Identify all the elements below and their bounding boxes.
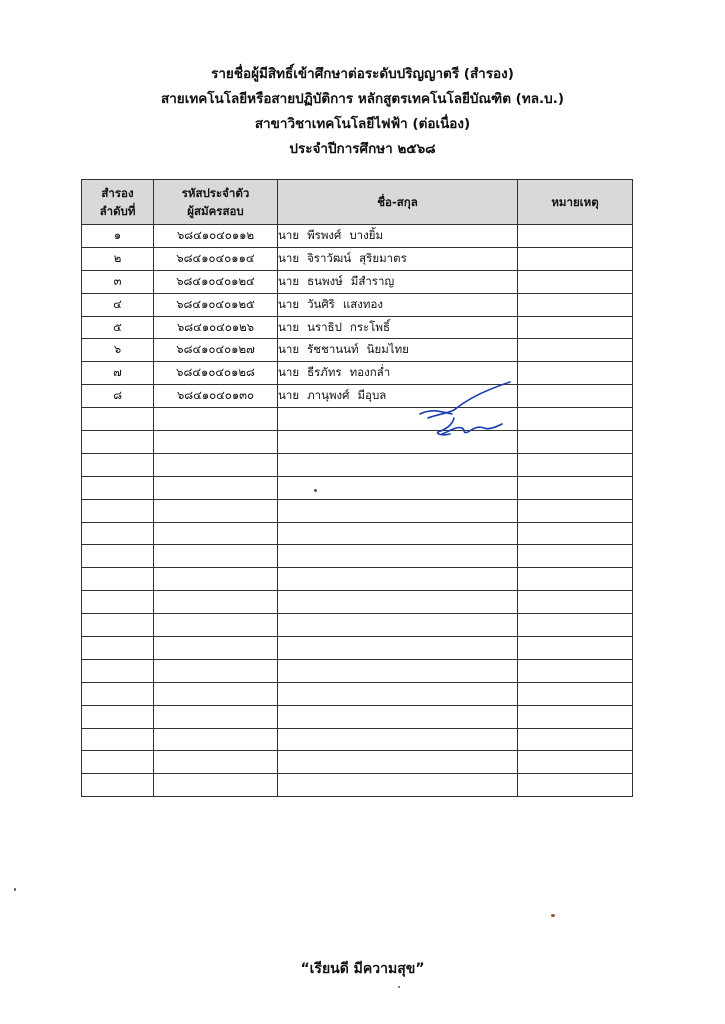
name-first: จิราวัฒน์: [307, 250, 352, 265]
cell-name: [278, 499, 518, 522]
cell-name: [278, 522, 518, 545]
cell-remark: [518, 614, 633, 637]
cell-code: [154, 453, 278, 476]
name-title: นาย: [278, 227, 300, 242]
cell-remark: [518, 247, 633, 270]
cell-code: [154, 637, 278, 660]
empty-table-row: [82, 591, 633, 614]
cell-remark: [518, 293, 633, 316]
empty-table-row: [82, 728, 633, 751]
cell-name: [278, 545, 518, 568]
col-header-remark: หมายเหตุ: [518, 180, 633, 225]
cell-name: [278, 728, 518, 751]
name-title: นาย: [278, 273, 300, 288]
cell-code: [154, 751, 278, 774]
col-header-applicant-id-line2: ผู้สมัครสอบ: [187, 204, 244, 218]
document-header: [0, 62, 725, 162]
cell-name: [278, 682, 518, 705]
cell-seq: [82, 568, 154, 591]
table-row: [82, 247, 633, 270]
cell-seq: [82, 476, 154, 499]
empty-table-row: [82, 774, 633, 797]
header-major: สาขาวิชาเทคโนโลยีไฟฟ้า (ต่อเนื่อง): [254, 116, 471, 132]
table-row: [82, 339, 633, 362]
cell-seq: ๑: [82, 225, 154, 248]
name-last: สุริยมาตร: [359, 250, 407, 265]
empty-table-row: [82, 476, 633, 499]
name-first: วันศิริ: [307, 296, 335, 311]
cell-name: [278, 774, 518, 797]
cell-remark: [518, 705, 633, 728]
cell-name: [278, 225, 518, 248]
cell-code: [154, 682, 278, 705]
empty-table-row: [82, 751, 633, 774]
empty-table-row: [82, 499, 633, 522]
cell-remark: [518, 431, 633, 454]
name-title: นาย: [278, 365, 300, 380]
cell-name: [278, 614, 518, 637]
cell-name: [278, 270, 518, 293]
header-title: รายชื่อผู้มีสิทธิ์เข้าศึกษาต่อระดับปริญญาตรี (สำรอง): [211, 66, 514, 82]
name-last: ทองกล่ำ: [349, 365, 391, 380]
empty-table-row: [82, 705, 633, 728]
cell-seq: ๓: [82, 270, 154, 293]
cell-remark: [518, 270, 633, 293]
cell-seq: [82, 682, 154, 705]
cell-name: [278, 568, 518, 591]
cell-seq: [82, 659, 154, 682]
name-last: บางยิ้ม: [349, 227, 384, 242]
cell-code: ๖๘๔๑๐๔๐๑๒๘: [154, 362, 278, 385]
cell-name: [278, 591, 518, 614]
name-first: ธนพงษ์: [307, 273, 343, 288]
table-row: [82, 316, 633, 339]
cell-code: [154, 614, 278, 637]
name-first: นราธิป: [307, 319, 342, 334]
cell-seq: [82, 499, 154, 522]
table-row: [82, 225, 633, 248]
cell-remark: [518, 453, 633, 476]
empty-table-row: [82, 568, 633, 591]
cell-seq: [82, 431, 154, 454]
cell-code: [154, 545, 278, 568]
cell-remark: [518, 682, 633, 705]
col-header-applicant-id: [154, 180, 278, 225]
table-header-row: [82, 180, 633, 225]
cell-code: ๖๘๔๑๐๔๐๑๒๔: [154, 270, 278, 293]
cell-remark: [518, 339, 633, 362]
cell-name: [278, 637, 518, 660]
cell-code: [154, 659, 278, 682]
cell-remark: [518, 225, 633, 248]
col-header-sequence-line1: สำรอง: [101, 186, 134, 200]
name-first: พีรพงศ์: [307, 227, 342, 242]
cell-seq: ๒: [82, 247, 154, 270]
cell-name: [278, 705, 518, 728]
cell-seq: ๘: [82, 385, 154, 408]
cell-seq: ๖: [82, 339, 154, 362]
cell-name: [278, 453, 518, 476]
empty-table-row: [82, 682, 633, 705]
cell-remark: [518, 522, 633, 545]
cell-seq: ๔: [82, 293, 154, 316]
cell-remark: [518, 591, 633, 614]
cell-code: ๖๘๔๑๐๔๐๑๒๕: [154, 293, 278, 316]
cell-code: [154, 705, 278, 728]
empty-table-row: [82, 522, 633, 545]
empty-table-row: [82, 453, 633, 476]
empty-table-row: [82, 637, 633, 660]
scan-speck: [14, 888, 16, 891]
cell-code: [154, 499, 278, 522]
cell-remark: [518, 476, 633, 499]
name-title: นาย: [278, 296, 300, 311]
table-row: [82, 385, 633, 408]
name-last: แสงทอง: [342, 296, 384, 311]
cell-seq: ๗: [82, 362, 154, 385]
cell-seq: [82, 728, 154, 751]
name-title: นาย: [278, 319, 300, 334]
scan-speck: [551, 914, 555, 917]
col-header-name: ชื่อ-สกุล: [278, 180, 518, 225]
empty-table-row: [82, 431, 633, 454]
empty-table-row: [82, 614, 633, 637]
cell-code: ๖๘๔๑๐๔๐๑๒๗: [154, 339, 278, 362]
cell-seq: [82, 408, 154, 431]
cell-remark: [518, 499, 633, 522]
name-title: นาย: [278, 388, 300, 403]
empty-table-row: [82, 408, 633, 431]
cell-name: [278, 247, 518, 270]
cell-seq: [82, 637, 154, 660]
cell-remark: [518, 568, 633, 591]
cell-name: [278, 316, 518, 339]
cell-seq: [82, 522, 154, 545]
cell-seq: [82, 614, 154, 637]
scan-speck: [398, 986, 400, 988]
table-row: [82, 293, 633, 316]
scan-speck: [314, 489, 317, 492]
name-last: มีสำราญ: [350, 273, 395, 288]
cell-remark: [518, 316, 633, 339]
col-header-sequence-line2: ลำดับที่: [99, 204, 136, 218]
cell-remark: [518, 659, 633, 682]
name-last: นิยมไทย: [366, 342, 409, 357]
cell-name: [278, 293, 518, 316]
col-header-applicant-id-line1: รหัสประจำตัว: [181, 186, 250, 200]
cell-seq: ๕: [82, 316, 154, 339]
name-last: มีอุบล: [357, 388, 387, 403]
name-first: ภานุพงศ์: [307, 388, 350, 403]
table-body: [82, 225, 633, 797]
cell-code: [154, 568, 278, 591]
cell-remark: [518, 728, 633, 751]
cell-code: ๖๘๔๑๐๔๐๑๓๐: [154, 385, 278, 408]
name-title: นาย: [278, 250, 300, 265]
cell-code: ๖๘๔๑๐๔๐๑๑๔: [154, 247, 278, 270]
table-row: [82, 362, 633, 385]
cell-seq: [82, 545, 154, 568]
signature-mark: [412, 380, 512, 446]
cell-seq: [82, 453, 154, 476]
name-first: รัชชานนท์: [307, 342, 359, 357]
cell-seq: [82, 774, 154, 797]
col-header-sequence: [82, 180, 154, 225]
name-last: กระโพธิ์: [349, 319, 390, 334]
cell-code: [154, 431, 278, 454]
footer-motto: “เรียนดี มีความสุข”: [300, 961, 425, 977]
cell-seq: [82, 705, 154, 728]
cell-name: [278, 751, 518, 774]
cell-remark: [518, 385, 633, 408]
cell-code: ๖๘๔๑๐๔๐๑๒๖: [154, 316, 278, 339]
cell-code: [154, 522, 278, 545]
empty-table-row: [82, 545, 633, 568]
name-title: นาย: [278, 342, 300, 357]
cell-name: [278, 339, 518, 362]
header-program: สายเทคโนโลยีหรือสายปฏิบัติการ หลักสูตรเทคโนโลยีบัณฑิต (ทล.บ.): [160, 91, 565, 107]
cell-remark: [518, 751, 633, 774]
header-academic-year: ประจำปีการศึกษา ๒๕๖๘: [289, 141, 436, 157]
cell-remark: [518, 637, 633, 660]
cell-name: [278, 476, 518, 499]
reserve-list-table: [81, 179, 633, 797]
cell-name: [278, 659, 518, 682]
cell-seq: [82, 751, 154, 774]
name-first: ธีรภัทร: [307, 365, 342, 380]
cell-remark: [518, 408, 633, 431]
cell-code: ๖๘๔๑๐๔๐๑๑๒: [154, 225, 278, 248]
empty-table-row: [82, 659, 633, 682]
cell-code: [154, 591, 278, 614]
cell-remark: [518, 545, 633, 568]
cell-code: [154, 408, 278, 431]
cell-remark: [518, 362, 633, 385]
table-row: [82, 270, 633, 293]
cell-seq: [82, 591, 154, 614]
cell-remark: [518, 774, 633, 797]
cell-code: [154, 476, 278, 499]
cell-code: [154, 774, 278, 797]
cell-code: [154, 728, 278, 751]
